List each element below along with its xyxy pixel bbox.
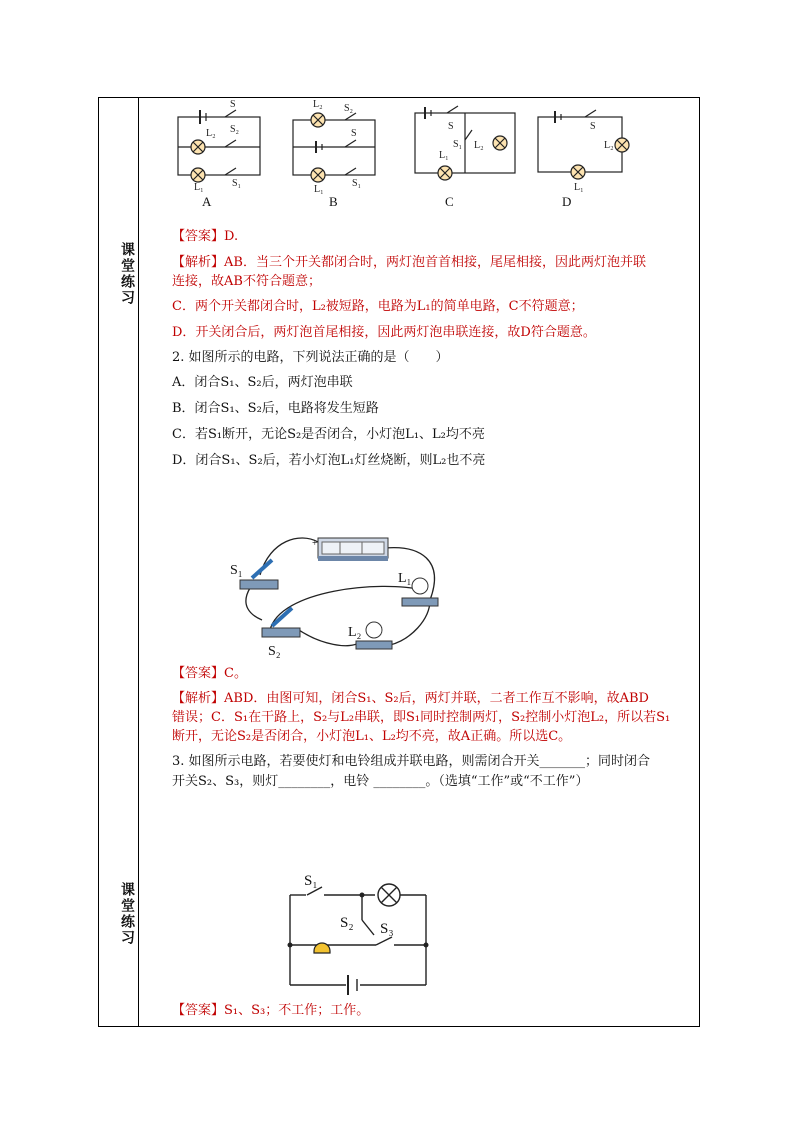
q1-analysis-line-4: D．开关闭合后，两灯泡首尾相接，因此两灯泡串联连接，故D符合题意。 [172,325,596,340]
q2-option-b: B．闭合S₁、S₂后，电路将发生短路 [172,401,379,416]
q2-s2-label: S₂ [268,644,281,659]
figure-d-circuit [538,110,629,179]
q2-l2-label: L₂ [348,625,362,640]
fig-d-l1-label: L₁ [574,182,584,193]
q1-answer: 【答案】D. [172,229,239,244]
q3-stem-line-2: 开关S₂、S₃，则灯________，电铃 ________。（选填“工作”或“不工作”） [172,774,589,789]
q1-analysis-line-1: 【解析】AB．当三个开关都闭合时，两灯泡首首相接，尾尾相接，因此两灯泡并联 [172,255,646,270]
q3-circuit-diagram [0,865,800,1005]
q3-s1-label: S₁ [304,873,318,889]
switch-s1-base [240,560,278,589]
q2-analysis-line-1: 【解析】ABD．由图可知，闭合S₁、S₂后，两灯并联，二者工作互不影响，故ABD [172,691,649,706]
q2-stem: 2. 如图所示的电路，下列说法正确的是（ ） [172,350,449,365]
fig-c-s1-label: S₁ [453,139,463,150]
figure-c-circuit [415,106,515,180]
fig-a-s2-label: S₂ [230,124,240,135]
q3-answer: 【答案】S₁、S₃；不工作；工作。 [172,1003,370,1018]
q2-option-a: A．闭合S₁、S₂后，两灯泡串联 [172,375,353,390]
fig-b-s-label: S [351,128,357,139]
figure-label-b: B [329,194,338,209]
q2-analysis-line-3: 断开，无论S₂是否闭合，小灯泡L₁、L₂均不亮，故A正确。所以选C。 [172,729,572,744]
fig-a-l2-label: L₂ [206,128,216,139]
q2-s1-label: S₁ [230,563,243,578]
figure-label-c: C [445,194,454,209]
section-label-top: 课堂练习 [119,242,135,306]
fig-a-s1-label: S₁ [232,178,242,189]
figure-a-circuit [178,110,260,182]
fig-b-s1-label: S₁ [352,178,362,189]
q2-analysis-line-2: 错误；C．S₁在干路上，S₂与L₂串联，即S₁同时控制两灯，S₂控制小灯泡L₂，所以若S₁ [172,710,671,725]
fig-d-l2-label: L₂ [604,140,614,151]
q2-option-d: D．闭合S₁、S₂后，若小灯泡L₁灯丝烧断，则L₂也不亮 [172,453,486,468]
fig-c-l2-label: L₂ [474,140,484,151]
battery-plus-label: + [312,538,318,549]
fig-a-l1-label: L₁ [194,182,204,193]
fig-b-s2-label: S₂ [344,103,354,114]
figure-b-circuit [293,113,375,182]
q2-option-c: C．若S₁断开，无论S₂是否闭合，小灯泡L₁、L₂均不亮 [172,427,485,442]
q2-physical-circuit [0,520,800,680]
q1-analysis-line-3: C．两个开关都闭合时，L₂被短路，电路为L₁的简单电路，C不符题意； [172,299,584,314]
q3-stem-line-1: 3. 如图所示电路，若要使灯和电铃组成并联电路，则需闭合开关_______；同时闭合 [172,754,651,769]
fig-c-s-label: S [448,121,454,132]
fig-a-s-label: S [230,99,236,110]
q2-answer: 【答案】C。 [172,666,247,681]
q1-analysis-line-2: 连接，故AB不符合题意； [172,274,321,289]
q1-circuit-figures [0,0,800,220]
figure-label-d: D [562,194,572,209]
q3-s2-label: S₂ [340,915,354,931]
fig-d-s-label: S [590,121,596,132]
battery-box [318,538,388,561]
figure-label-a: A [202,194,212,209]
section-label-bottom: 课堂练习 [119,882,135,946]
fig-c-l1-label: L₁ [439,150,449,161]
q2-l1-label: L₁ [398,571,412,586]
q3-s3-label: S₃ [380,921,394,937]
fig-b-l2-label: L₂ [313,99,323,110]
fig-b-l1-label: L₁ [314,184,324,195]
